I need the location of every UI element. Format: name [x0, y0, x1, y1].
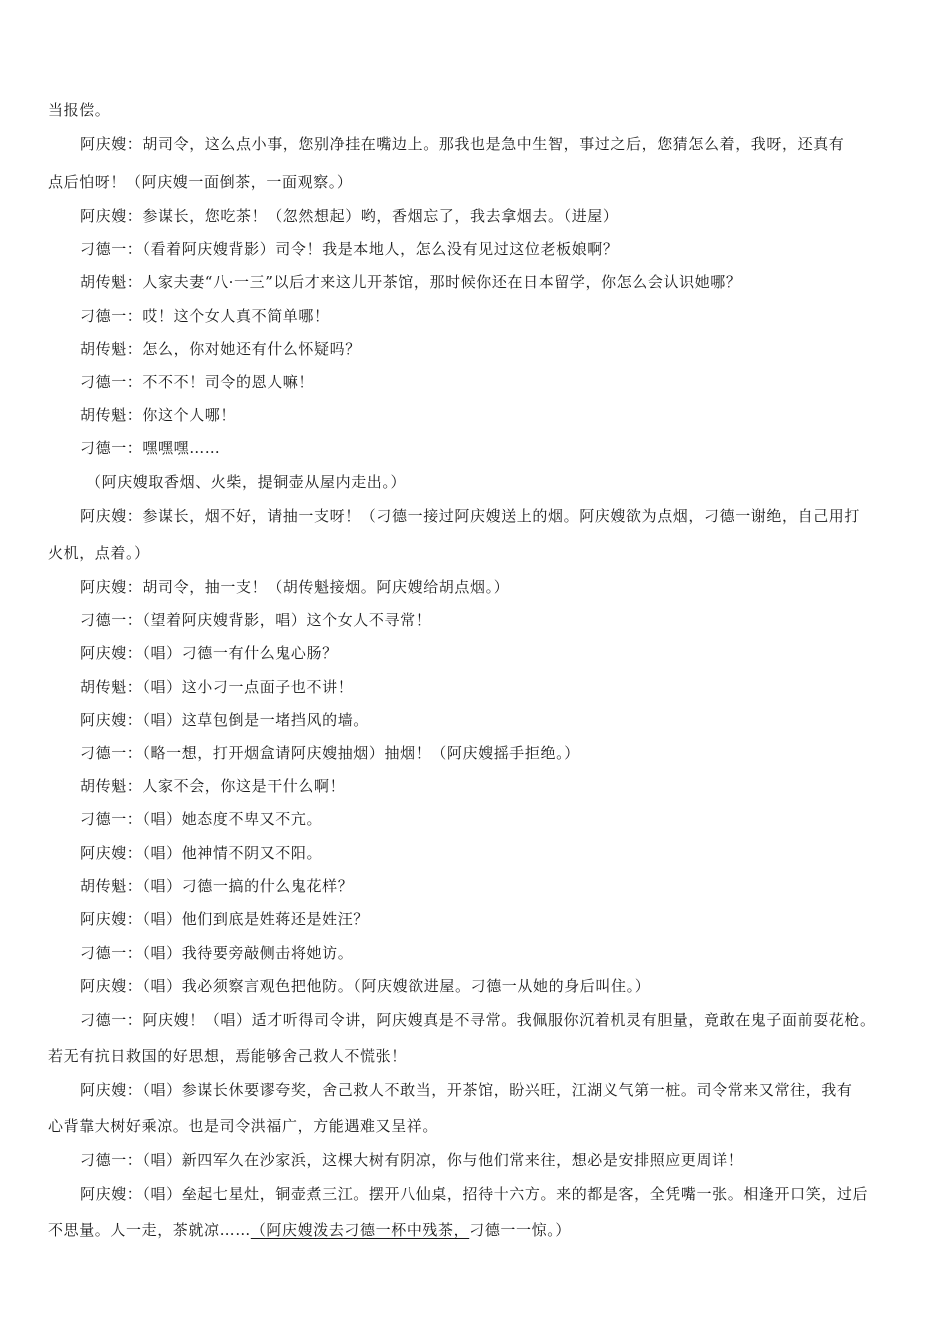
dialogue-line: 刁德一：嘿嘿嘿……	[80, 439, 221, 457]
dialogue-line: 刁德一：不不不！司令的恩人嘛！	[80, 373, 315, 391]
text-line: 点后怕呀！（阿庆嫂一面倒茶，一面观察。）	[48, 173, 353, 191]
dialogue-line: 刁德一：哎！这个女人真不简单哪！	[80, 307, 330, 325]
text-segment: 刁德一一惊。）	[469, 1221, 571, 1239]
underlined-stage-direction: （阿庆嫂泼去刁德一杯中残茶，	[250, 1221, 470, 1239]
dialogue-line: 刁德一：（唱）我待要旁敲侧击将她访。	[80, 944, 354, 962]
dialogue-line: 胡传魁：（唱）刁德一搞的什么鬼花样？	[80, 877, 354, 895]
dialogue-line: 胡传魁：（唱）这小刁一点面子也不讲！	[80, 678, 354, 696]
dialogue-line: 阿庆嫂：（唱）这草包倒是一堵挡风的墙。	[80, 711, 369, 729]
dialogue-line: 刁德一：（略一想，打开烟盒请阿庆嫂抽烟）抽烟！（阿庆嫂摇手拒绝。）	[80, 744, 580, 762]
dialogue-line: 刁德一：（望着阿庆嫂背影，唱）这个女人不寻常！	[80, 611, 432, 629]
dialogue-line: 阿庆嫂：胡司令，抽一支！（胡传魁接烟。阿庆嫂给胡点烟。）	[80, 578, 510, 596]
dialogue-line: 阿庆嫂：参谋长，您吃茶！（忽然想起）哟，香烟忘了，我去拿烟去。（进屋）	[80, 207, 619, 225]
dialogue-line: 阿庆嫂：（唱）刁德一有什么鬼心肠？	[80, 644, 338, 662]
dialogue-line: 阿庆嫂：（唱）他神情不阴又不阳。	[80, 844, 323, 862]
text-line: 当报偿。	[48, 101, 111, 119]
dialogue-line: 阿庆嫂：（唱）参谋长休要谬夸奖，舍己救人不敢当，开茶馆，盼兴旺，江湖义气第一桩。司令常来又常往，我有	[80, 1081, 853, 1099]
dialogue-line: 刁德一：阿庆嫂！（唱）适才听得司令讲，阿庆嫂真是不寻常。我佩服你沉着机灵有胆量，竟敢在鬼子面前耍花枪。	[80, 1011, 876, 1029]
dialogue-line: 刁德一：（看着阿庆嫂背影）司令！我是本地人，怎么没有见过这位老板娘啊？	[80, 240, 619, 258]
dialogue-line: 阿庆嫂：胡司令，这么点小事，您别净挂在嘴边上。那我也是急中生智，事过之后，您猜怎么着，我呀，还真有	[80, 135, 845, 153]
dialogue-line: 阿庆嫂：（唱）垒起七星灶，铜壶煮三江。摆开八仙桌，招待十六方。来的都是客，全凭嘴一张。相逢开口笑，过后	[80, 1185, 869, 1203]
dialogue-line: 刁德一：（唱）她态度不卑又不亢。	[80, 810, 323, 828]
text-line: 心背靠大树好乘凉。也是司令洪福广，方能遇难又呈祥。	[48, 1117, 439, 1135]
text-line-final	[48, 1220, 571, 1240]
dialogue-line: 刁德一：（唱）新四军久在沙家浜，这棵大树有阴凉，你与他们常来往，想必是安排照应更周详！	[80, 1151, 744, 1169]
dialogue-line: 胡传魁：你这个人哪！	[80, 406, 237, 424]
text-line: 若无有抗日救国的好思想，焉能够舍己救人不慌张！	[48, 1047, 407, 1065]
dialogue-line: 阿庆嫂：参谋长，烟不好，请抽一支呀！（刁德一接过阿庆嫂送上的烟。阿庆嫂欲为点烟，刁德一谢绝，自己用打	[80, 507, 861, 525]
dialogue-line: 阿庆嫂：（唱）我必须察言观色把他防。（阿庆嫂欲进屋。刁德一从她的身后叫住。）	[80, 977, 651, 995]
dialogue-line: 阿庆嫂：（唱）他们到底是姓蒋还是姓汪？	[80, 910, 369, 928]
dialogue-line: 胡传魁：人家不会，你这是干什么啊！	[80, 777, 346, 795]
text-segment: 不思量。人一走，茶就凉……	[48, 1221, 251, 1239]
dialogue-line: 胡传魁：人家夫妻“八·一三”以后才来这儿开茶馆，那时候你还在日本留学，你怎么会认识她哪？	[80, 273, 742, 291]
text-line: 火机，点着。）	[48, 544, 150, 562]
dialogue-line: 胡传魁：怎么，你对她还有什么怀疑吗？	[80, 340, 361, 358]
stage-direction: （阿庆嫂取香烟、火柴，提铜壶从屋内走出。）	[86, 473, 407, 491]
